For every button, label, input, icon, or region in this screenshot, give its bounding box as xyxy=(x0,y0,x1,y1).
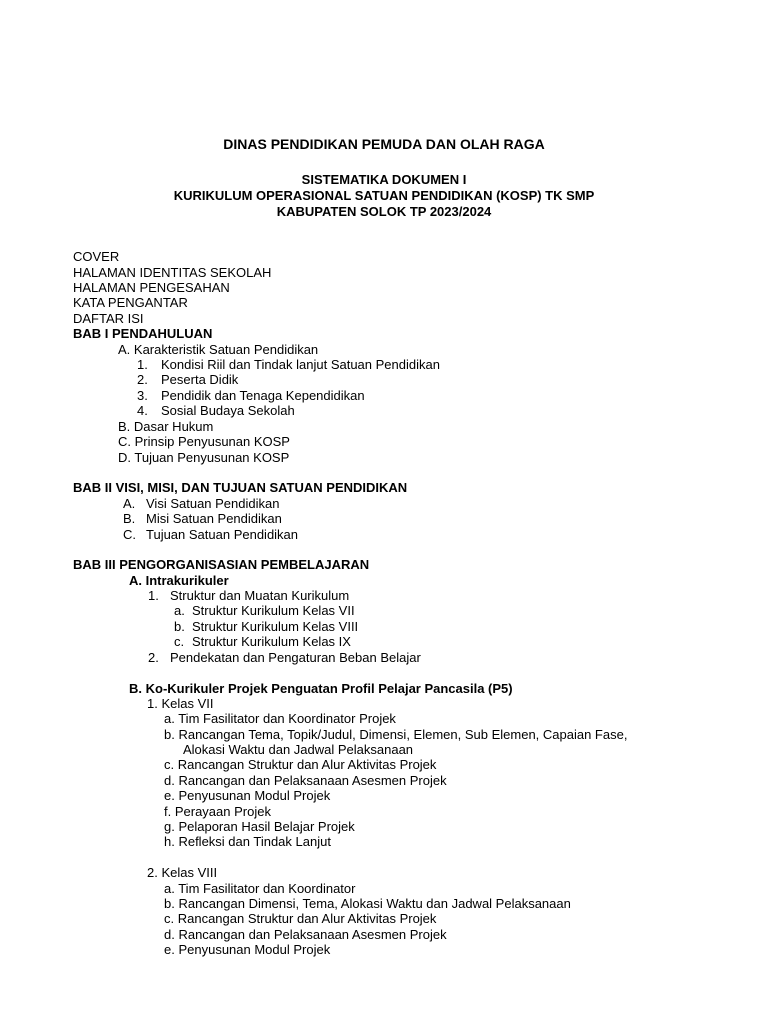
bab2-item: C. Tujuan Satuan Pendidikan xyxy=(123,527,299,542)
bab3-b1-item: e. Penyusunan Modul Projek xyxy=(164,788,331,803)
bab3-a2: 2. Pendekatan dan Pengaturan Beban Belajar xyxy=(148,650,421,665)
bab3-b1-item: b. Rancangan Tema, Topik/Judul, Dimensi, Elemen, Sub Elemen, Capaian Fase, xyxy=(164,727,628,742)
bab3-a1-item: b. Struktur Kurikulum Kelas VIII xyxy=(174,619,359,634)
bab3-item-a: A. Intrakurikuler xyxy=(129,573,229,588)
bab1-title: BAB I PENDAHULUAN xyxy=(73,326,213,341)
bab3-b2-item: e. Penyusunan Modul Projek xyxy=(164,942,331,957)
bab2-title: BAB II VISI, MISI, DAN TUJUAN SATUAN PENDIDIKAN xyxy=(73,480,408,495)
bab3-a1: 1. Struktur dan Muatan Kurikulum xyxy=(148,588,350,603)
bab2-item: B. Misi Satuan Pendidikan xyxy=(123,511,282,526)
toc-daftar-isi: DAFTAR ISI xyxy=(73,311,144,326)
bab1-a-item: 2. Peserta Didik xyxy=(137,372,239,387)
doc-title-line-2: KURIKULUM OPERASIONAL SATUAN PENDIDIKAN (KOSP) TK SMP xyxy=(173,188,595,203)
toc-identitas: HALAMAN IDENTITAS SEKOLAH xyxy=(73,265,272,280)
bab3-b1-item: g. Pelaporan Hasil Belajar Projek xyxy=(164,819,355,834)
doc-title-line-3: KABUPATEN SOLOK TP 2023/2024 xyxy=(276,204,492,219)
bab3-b2-item: b. Rancangan Dimensi, Tema, Alokasi Waktu dan Jadwal Pelaksanaan xyxy=(164,896,571,911)
bab3-b2: 2. Kelas VIII xyxy=(147,865,218,880)
bab3-b1-item: c. Rancangan Struktur dan Alur Aktivitas Projek xyxy=(164,757,437,772)
bab3-b1-item: d. Rancangan dan Pelaksanaan Asesmen Projek xyxy=(164,773,447,788)
toc-kata-pengantar: KATA PENGANTAR xyxy=(73,295,188,310)
bab3-title: BAB III PENGORGANISASIAN PEMBELAJARAN xyxy=(73,557,370,572)
bab3-b1-item: a. Tim Fasilitator dan Koordinator Projek xyxy=(164,711,396,726)
toc-cover: COVER xyxy=(73,249,120,264)
bab2-item: A. Visi Satuan Pendidikan xyxy=(123,496,280,511)
bab3-item-b: B. Ko-Kurikuler Projek Penguatan Profil Pelajar Pancasila (P5) xyxy=(129,681,513,696)
bab1-item-d: D. Tujuan Penyusunan KOSP xyxy=(118,450,290,465)
bab3-b2-item: a. Tim Fasilitator dan Koordinator xyxy=(164,881,356,896)
bab1-a-item: 4. Sosial Budaya Sekolah xyxy=(137,403,295,418)
bab1-a-item: 1. Kondisi Riil dan Tindak lanjut Satuan Pendidikan xyxy=(137,357,440,372)
bab1-item-a: A. Karakteristik Satuan Pendidikan xyxy=(118,342,319,357)
bab3-b1-item: f. Perayaan Projek xyxy=(164,804,271,819)
bab3-b2-item: d. Rancangan dan Pelaksanaan Asesmen Projek xyxy=(164,927,447,942)
doc-title-line-1: SISTEMATIKA DOKUMEN I xyxy=(301,172,467,187)
bab1-a-item: 3. Pendidik dan Tenaga Kependidikan xyxy=(137,388,365,403)
agency-title: DINAS PENDIDIKAN PEMUDA DAN OLAH RAGA xyxy=(223,136,545,152)
bab1-item-b: B. Dasar Hukum xyxy=(118,419,214,434)
bab3-a1-item: a. Struktur Kurikulum Kelas VII xyxy=(174,603,355,618)
bab3-b1: 1. Kelas VII xyxy=(147,696,214,711)
bab3-b1-item-cont: Alokasi Waktu dan Jadwal Pelaksanaan xyxy=(183,742,414,757)
bab3-b1-item: h. Refleksi dan Tindak Lanjut xyxy=(164,834,331,849)
toc-pengesahan: HALAMAN PENGESAHAN xyxy=(73,280,230,295)
bab3-a1-item: c. Struktur Kurikulum Kelas IX xyxy=(174,634,351,649)
bab3-b2-item: c. Rancangan Struktur dan Alur Aktivitas Projek xyxy=(164,911,437,926)
bab1-item-c: C. Prinsip Penyusunan KOSP xyxy=(118,434,290,449)
